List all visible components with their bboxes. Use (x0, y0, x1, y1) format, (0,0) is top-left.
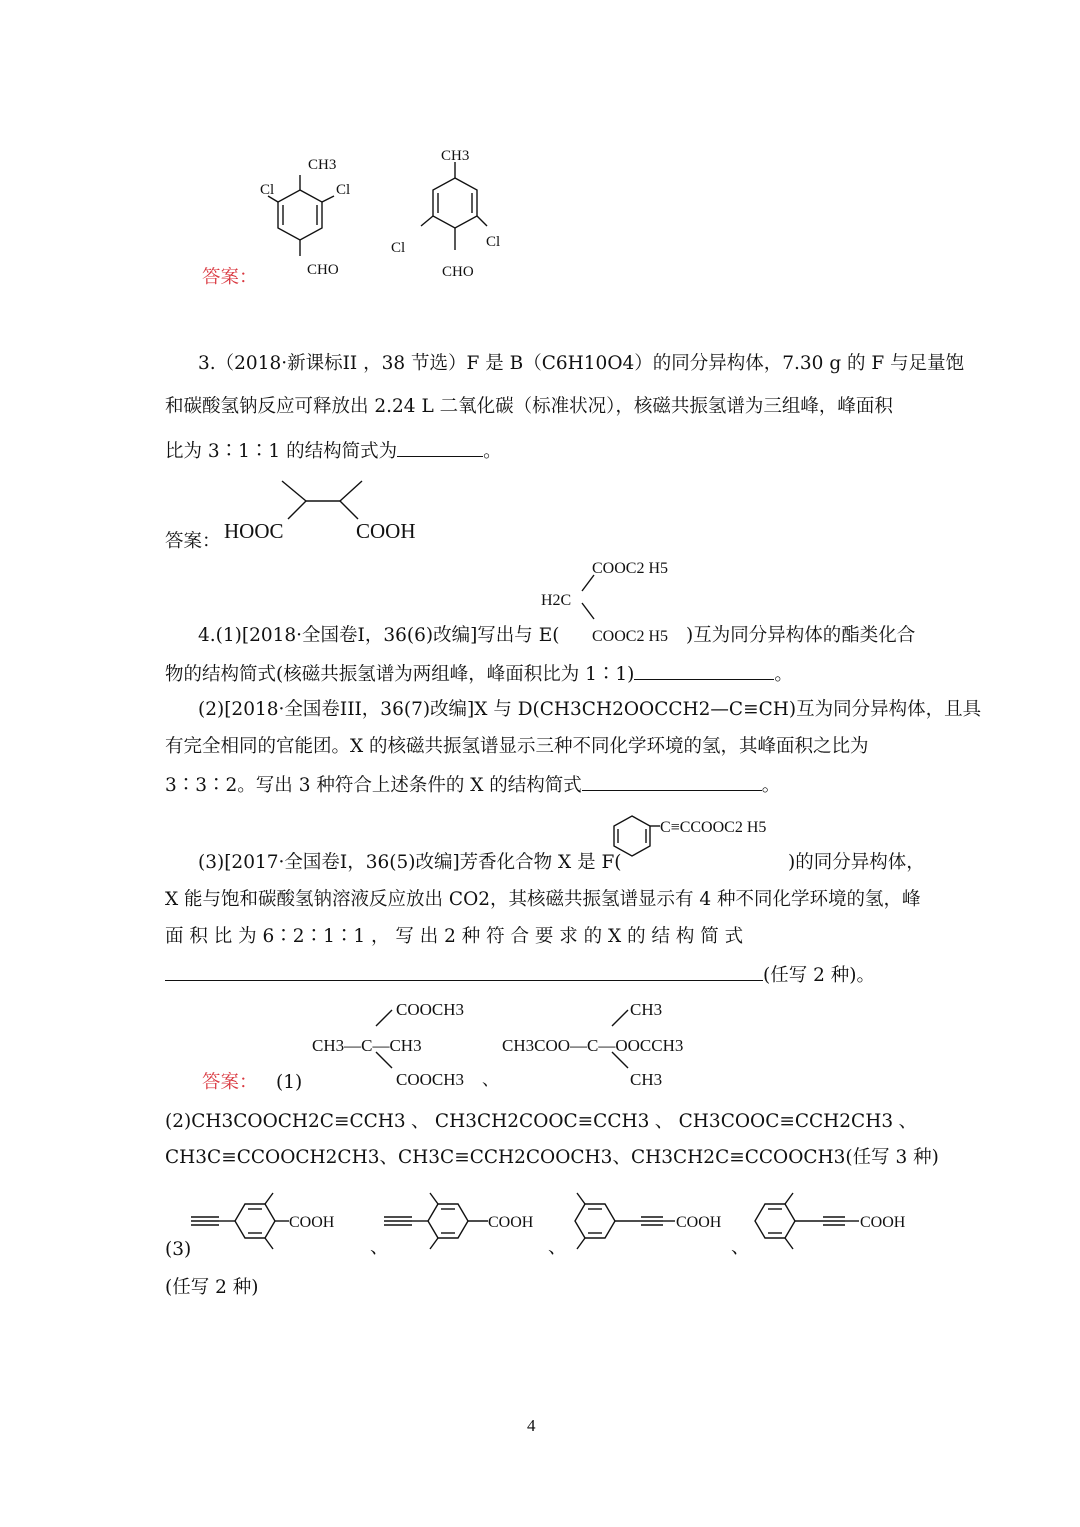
structure-diacetoxypropane (500, 996, 730, 1096)
structure-dichloro-methyl-benzaldehyde-2 (385, 140, 525, 280)
ester-label: COOC2 H5 (592, 628, 669, 645)
chloro-label: Cl (260, 182, 275, 198)
answer-part3-tail: (任写 2 种) (165, 1277, 259, 1298)
page-number: 4 (527, 1416, 536, 1435)
structure-dimethylmalonate-isomer (310, 996, 510, 1096)
q4-3-line1a: (3)[2017·全国卷I，36(5)改编]芳香化合物 X 是 F( (198, 852, 622, 873)
quaternary-carbon-label: CH3—C—CH3 (312, 1036, 422, 1055)
answer-blank[interactable] (165, 964, 763, 981)
answer-part3-label: (3) (165, 1239, 192, 1260)
structure-aryl-propiolic-acid-3 (565, 1190, 745, 1260)
methyl-label: CH3 (308, 157, 337, 173)
answer-part2-line1: (2)CH3COOCH2C≡CCH3 、 CH3CH2COOC≡CCH3 、 CH3COOC≡CCH2CH3 、 (165, 1111, 917, 1132)
methyl-label: CH3 (441, 148, 470, 164)
quaternary-carbon-label: CH3COO—C—OOCCH3 (502, 1036, 684, 1055)
ester-label: COOCH3 (396, 1000, 465, 1019)
methyl-label: CH3 (630, 1070, 663, 1089)
structure-aryl-propiolic-acid-1 (185, 1190, 365, 1260)
answer-label: 答案： (202, 267, 258, 288)
ester-label: COOCH3 (396, 1070, 465, 1089)
aldehyde-label: CHO (307, 262, 339, 278)
cooh-label: COOH (356, 519, 416, 543)
carboxyl-label: COOH (860, 1214, 906, 1231)
separator: 、 (548, 1237, 567, 1258)
answer-label: 答案： (165, 531, 221, 552)
q4-3-line2: X 能与饱和碳酸氢钠溶液反应放出 CO2，其核磁共振氢谱显示有 4 种不同化学环境的氢，峰 (165, 889, 921, 910)
structure-aryl-propiolic-acid-4 (745, 1190, 925, 1260)
separator: 、 (731, 1237, 750, 1258)
methylene-label: H2C (541, 592, 572, 609)
chloro-label: Cl (336, 182, 351, 198)
q3-line2: 和碳酸氢钠反应可释放出 2.24 L 二氧化碳（标准状况），核磁共振氢谱为三组峰，峰面积 (165, 396, 893, 417)
answer-part2-line2: CH3C≡CCOOCH2CH3、CH3C≡CCH2COOCH3、CH3CH2C≡CCOOCH3(任写 3 种) (165, 1147, 939, 1168)
answer-part1-label: (1) (276, 1072, 303, 1093)
separator: 、 (482, 1070, 499, 1089)
q4-3-line3: 面 积 比 为 6∶2∶1∶1 ， 写 出 2 种 符 合 要 求 的 X 的 结 构 简 式 (165, 926, 744, 947)
q3-line3: 比为 3∶1∶1 的结构简式为 。 (165, 441, 502, 462)
ester-label: COOC2 H5 (592, 560, 669, 577)
aldehyde-label: CHO (442, 264, 474, 280)
alkynyl-ester-label: C≡CCOOC2 H5 (660, 819, 767, 836)
q3-line1: 3.（2018·新课标II ，38 节选）F 是 B（C6H10O4）的同分异构体，7.30 g 的 F 与足量饱 (198, 353, 965, 374)
q4-3-line4: (任写 2 种)。 (165, 964, 875, 986)
answer-label: 答案： (202, 1072, 258, 1093)
carboxyl-label: COOH (488, 1214, 534, 1231)
q4-3-line1b: )的同分异构体， (788, 852, 925, 873)
chloro-label: Cl (486, 234, 501, 250)
structure-diethyl-malonate (538, 553, 698, 643)
methyl-label: CH3 (630, 1000, 663, 1019)
carboxyl-label: COOH (289, 1214, 335, 1231)
structure-aryl-propiolic-acid-2 (380, 1190, 560, 1260)
chloro-label: Cl (391, 240, 406, 256)
q4-1-line1b: )互为同分异构体的酯类化合 (686, 625, 916, 646)
q4-1-line2: 物的结构简式(核磁共振氢谱为两组峰，峰面积比为 1∶1) 。 (165, 664, 793, 685)
answer-blank[interactable] (634, 663, 774, 680)
q4-2-line1: (2)[2018·全国卷III，36(7)改编]X 与 D(CH3CH2OOCCH2—C≡CH)互为同分异构体，且具 (198, 699, 982, 720)
structure-ethyl-phenylpropiolate (598, 806, 798, 866)
answer-blank[interactable] (582, 774, 762, 791)
hooc-label: HOOC (224, 519, 284, 543)
q4-2-line3: 3∶3∶2。写出 3 种符合上述条件的 X 的结构简式 。 (165, 775, 781, 796)
separator: 、 (370, 1237, 389, 1258)
q4-1-line1a: 4.(1)[2018·全国卷I，36(6)改编]写出与 E( (198, 625, 560, 646)
carboxyl-label: COOH (676, 1214, 722, 1231)
q4-2-line2: 有完全相同的官能团。X 的核磁共振氢谱显示三种不同化学环境的氢，其峰面积之比为 (165, 736, 869, 757)
structure-dichloro-methyl-benzaldehyde-1 (250, 150, 380, 280)
answer-blank[interactable] (397, 440, 483, 457)
structure-dimethylsuccinic-acid (222, 475, 432, 550)
